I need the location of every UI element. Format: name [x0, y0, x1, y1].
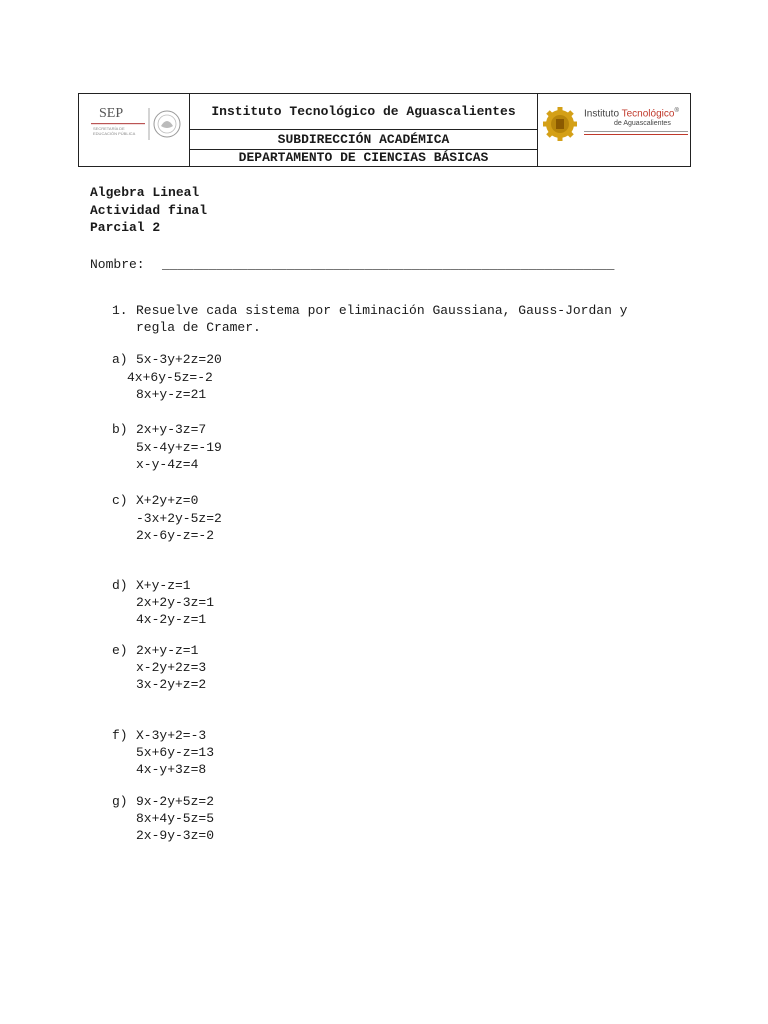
system-f-eq-3: 4x-y+3z=8 [136, 762, 207, 777]
system-g-eq-1: 9x-2y+5z=2 [136, 794, 215, 809]
system-e-eq-1: 2x+y-z=1 [136, 643, 199, 658]
system-c-eq-1: X+2y+z=0 [136, 493, 199, 508]
system-c-eq-2: -3x+2y-5z=2 [136, 511, 222, 526]
institute-name: Instituto Tecnológico de Aguascalientes [190, 94, 537, 130]
ita-logo-subtitle: de Aguascalientes [614, 120, 671, 127]
system-a-label: a) [112, 352, 128, 367]
sep-logo [91, 106, 179, 156]
name-input-line[interactable]: __________________________________________________________ [162, 257, 615, 272]
system-g-eq-3: 2x-9y-3z=0 [136, 828, 215, 843]
sep-logo-text: SEP [99, 106, 124, 121]
system-d-eq-1: X+y-z=1 [136, 578, 191, 593]
department: DEPARTAMENTO DE CIENCIAS BÁSICAS [238, 150, 489, 165]
instruction-line-2: regla de Cramer. [136, 320, 261, 335]
course-title: Algebra Lineal [90, 185, 200, 200]
system-b-eq-3: x-y-4z=4 [136, 457, 199, 472]
sep-logo-subtext-1: SECRETARÍA DE [93, 126, 125, 131]
mexico-seal-icon [147, 106, 181, 142]
system-d-eq-2: 2x+2y-3z=1 [136, 595, 215, 610]
instruction-number: 1. [112, 303, 128, 318]
header-title-cell [190, 94, 538, 166]
system-e-label: e) [112, 643, 128, 658]
instruction-line-1: Resuelve cada sistema por eliminación Gaussiana, Gauss-Jordan y [136, 303, 628, 318]
sep-logo-subtext-2: EDUCACIÓN PÚBLICA [93, 131, 136, 136]
sep-logo-cell [79, 94, 190, 166]
system-g-eq-2: 8x+4y-5z=5 [136, 811, 215, 826]
system-c-eq-3: 2x-6y-z=-2 [136, 528, 215, 543]
system-g-label: g) [112, 794, 128, 809]
ita-logo-line-accent [584, 134, 688, 135]
system-e-eq-3: 3x-2y+z=2 [136, 677, 207, 692]
ita-logo [542, 108, 690, 142]
system-c-label: c) [112, 493, 128, 508]
ita-logo-title: Instituto Tecnológico® [584, 108, 679, 120]
activity-title: Actividad final [90, 203, 208, 218]
ita-logo-cell [538, 94, 690, 166]
system-b-label: b) [112, 422, 128, 437]
ita-logo-line [584, 131, 688, 132]
system-e-eq-2: x-2y+2z=3 [136, 660, 207, 675]
partial-title: Parcial 2 [90, 220, 161, 235]
subdirection: SUBDIRECCIÓN ACADÉMICA [190, 130, 537, 150]
system-f-eq-2: 5x+6y-z=13 [136, 745, 215, 760]
name-label: Nombre: [90, 257, 145, 272]
sep-logo-bar [91, 123, 145, 126]
system-a-eq-1: 5x-3y+2z=20 [136, 352, 222, 367]
system-a-eq-3: 8x+y-z=21 [136, 387, 207, 402]
system-d-eq-3: 4x-2y-z=1 [136, 612, 207, 627]
system-f-eq-1: X-3y+2=-3 [136, 728, 207, 743]
system-b-eq-1: 2x+y-3z=7 [136, 422, 207, 437]
system-b-eq-2: 5x-4y+z=-19 [136, 440, 222, 455]
header-table [78, 93, 691, 167]
system-f-label: f) [112, 728, 128, 743]
system-d-label: d) [112, 578, 128, 593]
system-a-eq-2: 4x+6y-5z=-2 [127, 370, 213, 385]
gear-logo-icon [542, 106, 578, 142]
